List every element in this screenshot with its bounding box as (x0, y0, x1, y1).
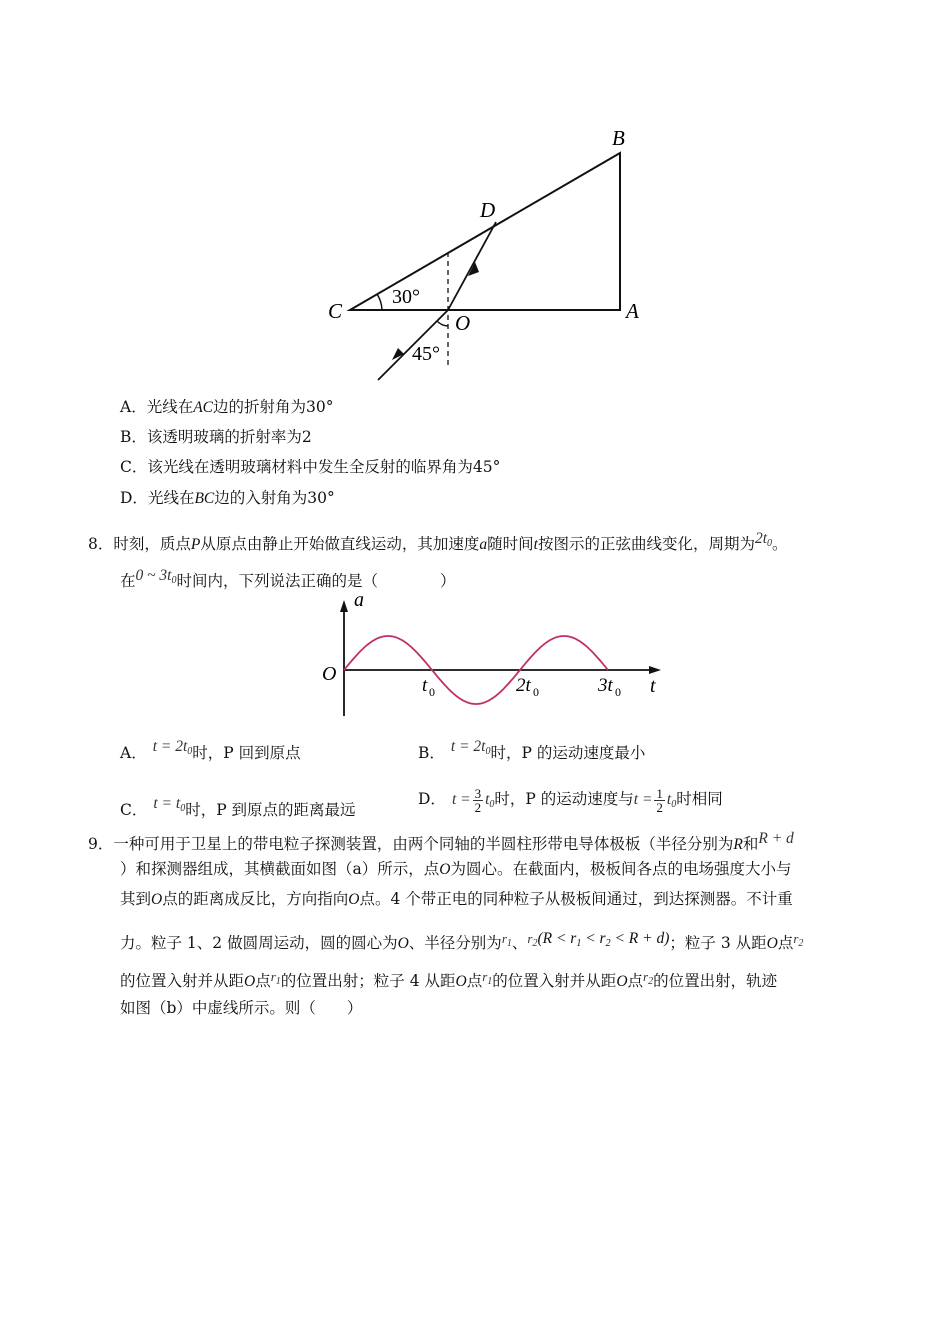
acceleration-time-graph (318, 588, 668, 720)
tick-t0 (422, 675, 435, 699)
tick-3t0 (597, 675, 621, 699)
q9-line5: 的位置入射并从距O点$^{r_1}$的位置出射；粒子 4 从距O点$^{r_1}$的位置入射并从距O点$^{r_2}$的位置出射，轨迹 (120, 969, 778, 990)
angle-45-label: 45° (412, 343, 440, 365)
svg-text:3t: 3t (598, 675, 613, 696)
angle-30-label: 30° (392, 286, 420, 308)
q7-option-d: D．光线在BC边的入射角为30° (120, 489, 335, 507)
q9-line2: ）和探测器组成，其横截面如图（a）所示，点O为圆心。在截面内，极板间各点的电场强度大小与 (120, 860, 792, 878)
svg-text:0: 0 (429, 685, 435, 699)
x-axis-label: t (650, 675, 656, 697)
q8-option-d: D． t = $\frac{3}{2}$ $t_0$时，P 的运动速度与t = $\frac{1}{2}$ $t_0$时相同 (418, 785, 723, 815)
q7-option-c: C．该光线在透明玻璃材料中发生全反射的临界角为45° (120, 458, 501, 476)
label-O: O (455, 311, 471, 335)
angle-arc-45 (437, 321, 448, 326)
label-C: C (328, 299, 343, 323)
q9-line6: 如图（b）中虚线所示。则（ ） (120, 999, 363, 1017)
svg-text:0: 0 (533, 685, 539, 699)
triangle-ABC (350, 153, 620, 310)
q8-stem-line1: 8．时刻，质点P从原点由静止开始做直线运动，其加速度a随时间t按图示的正弦曲线变化，周期为$2t_0$。 (88, 530, 788, 553)
q9-line1: 9．一种可用于卫星上的带电粒子探测装置，由两个同轴的半圆柱形带电导体极板（半径分别为R和R + d (88, 830, 794, 853)
angle-arc-30 (377, 294, 382, 310)
incident-arrow (392, 348, 404, 360)
svg-text:2t: 2t (516, 675, 531, 696)
q8-stem-line2: 在0 ~ $3t_0$时间内，下列说法正确的是（ ） (120, 567, 456, 590)
q8-option-b: B． $t = 2t_0$时，P 的运动速度最小 (418, 738, 646, 762)
refracted-ray (448, 222, 496, 310)
q8-option-c: C． $t = t_0$时，P 到原点的距离最远 (120, 795, 356, 819)
q9-line3: 其到O点的距离成反比，方向指向O点。4 个带正电的同种粒子从极板间通过，到达探测器。不计重 (120, 890, 793, 908)
origin-label: O (322, 663, 337, 685)
prism-diagram (320, 120, 660, 385)
svg-text:t: t (422, 675, 428, 696)
q7-option-a: A．光线在AC边的折射角为30° (120, 398, 334, 416)
svg-text:0: 0 (615, 685, 621, 699)
y-axis-arrow (340, 600, 348, 612)
tick-2t0 (516, 675, 539, 699)
label-D: D (480, 198, 496, 222)
x-axis-arrow (649, 666, 661, 674)
q8-option-a: A． $t = 2t_0$时，P 回到原点 (120, 738, 301, 762)
q9-line4: 力。粒子 1、2 做圆周运动，圆的圆心为O、半径分别为$^{r_1}$、$^{r_2}(R < r_1 < r_2 < R + d)$；粒子 3 从距O点$^{r_2}$ (120, 930, 804, 952)
label-A: A (626, 299, 639, 323)
label-B: B (612, 126, 625, 150)
y-axis-label: a (354, 589, 364, 611)
q7-option-b: B．该透明玻璃的折射率为2 (120, 428, 312, 446)
